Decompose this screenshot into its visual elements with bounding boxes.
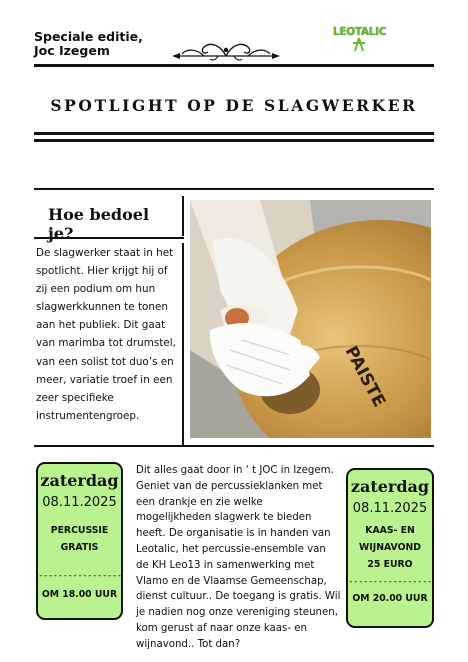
event-price: GRATIS: [60, 542, 99, 553]
cymbal-photo: [190, 200, 431, 438]
event-box-cheese-wine: [346, 468, 434, 628]
page-title: SPOTLIGHT OP DE SLAGWERKER: [50, 96, 418, 115]
section-rule-bottom: [34, 445, 434, 447]
title-rule-top: [34, 132, 434, 135]
event-description: Dit alles gaat door in ‘ t JOC in Izegem. Geniet van de percussieklanken met een drankje en zie welke mogelijkheden slagwerk te bieden heeft. De organisatie is in handen van Leotalic, het percussie-ensemble van de KH Leo13 in samenwerking met Vlamo en de Vlaamse Gemeenschap, dienst cultuur.. De toegang is gratis. Wil je nadien nog onze vereniging steunen, kom gerust af naar onze kaas- en wijnavond.. Tot dan?: [136, 465, 341, 650]
edition-line-2: Joc Izegem: [34, 43, 110, 58]
column-divider: [182, 243, 184, 445]
event-divider: -----------------: [38, 571, 122, 581]
event-date: 08.11.2025: [352, 501, 428, 516]
leotalic-logo: [333, 26, 387, 52]
event-time: OM 20.00 UUR: [352, 593, 428, 604]
event-price: 25 EURO: [367, 559, 413, 570]
event-box-percussion: [36, 462, 123, 620]
logo-text: LEOTALIC: [333, 26, 387, 38]
header-rule: [34, 64, 434, 67]
event-title: PERCUSSIE: [50, 525, 109, 536]
edition-label: [34, 30, 164, 58]
event-day: zaterdag: [350, 477, 430, 496]
event-time: OM 18.00 UUR: [41, 589, 118, 600]
edition-line-1: Speciale editie,: [34, 29, 143, 44]
event-divider: -----------------: [348, 577, 432, 587]
cymbal-brand-text: PAISTE: [340, 342, 390, 411]
title-rule-bottom: [34, 139, 434, 142]
section-rule-top: [34, 188, 434, 190]
section-heading: Hoe bedoel je?: [48, 205, 150, 243]
event-day: zaterdag: [40, 471, 119, 490]
intro-paragraph: De slagwerker staat in het spotlicht. Hier krijgt hij of zij een podium om hun slagwerkkunnen te tonen aan het publiek. Dit gaat van marimba tot drumstel, van een solist tot duo’s en meer, variatie troef in een zeer specifieke instrumentengroep.: [36, 247, 176, 422]
event-title: KAAS- EN: [365, 525, 415, 536]
ornament-divider-icon: [170, 38, 282, 64]
event-subtitle: WIJNAVOND: [359, 542, 421, 553]
event-date: 08.11.2025: [42, 495, 117, 510]
column-divider-top: [182, 196, 184, 236]
logo-figure-icon: [347, 38, 371, 52]
